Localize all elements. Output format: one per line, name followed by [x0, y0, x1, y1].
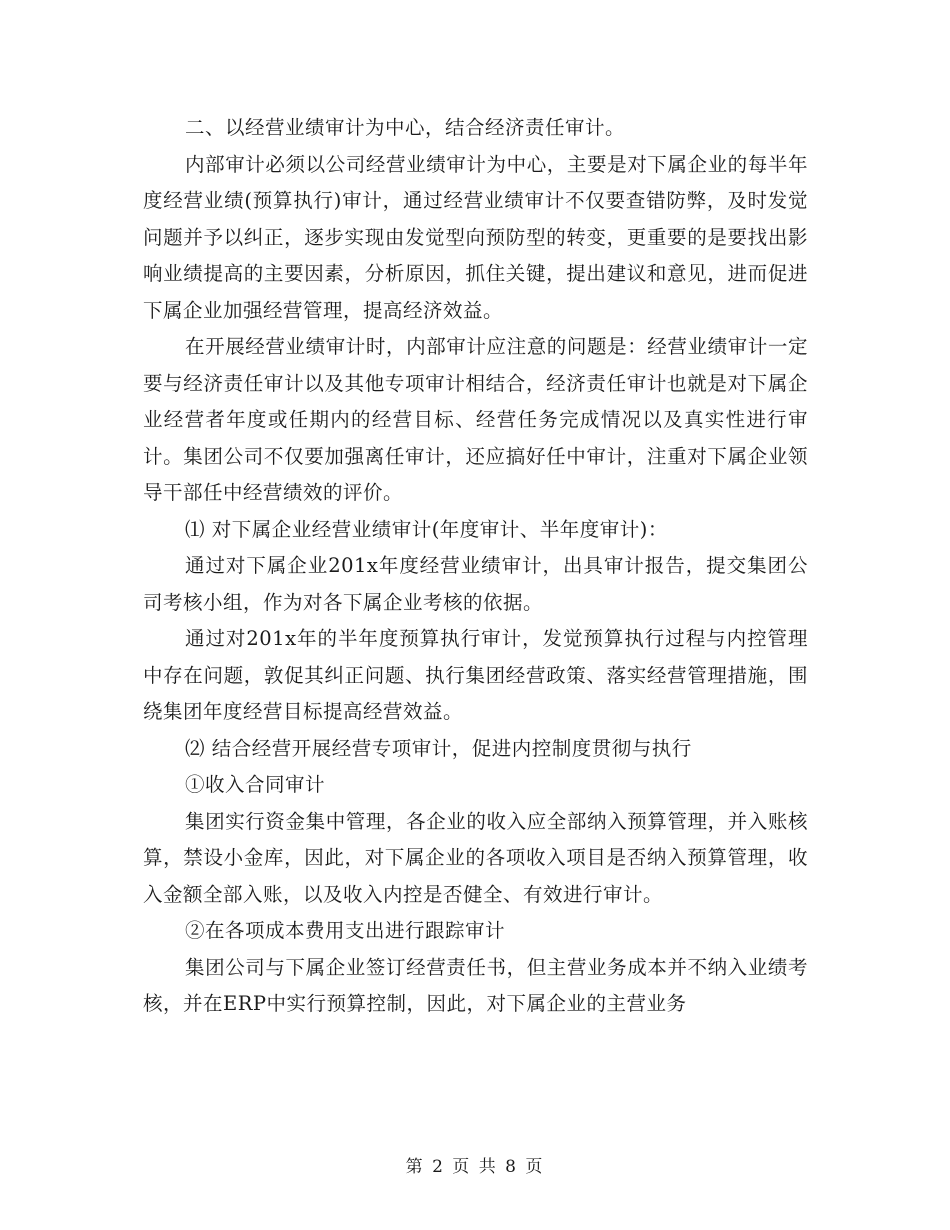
sub-item-heading: ②在各项成本费用支出进行跟踪审计 — [185, 919, 506, 942]
paragraph: 内部审计必须以公司经营业绩审计为中心，主要是对下属企业的每半年度经营业绩(预算执行)审计，通过经营业绩审计不仅要查错防弊，及时发觉问题并予以纠正，逐步实现由发觉型向预防型的转变，更重要的是要找出影响业绩提高的主要因素，分析原因，抓住关键，提出建议和意见，进而促进下属企业加强经营管理，提高经济效益。 — [143, 152, 808, 322]
paragraph: 集团公司与下属企业签订经营责任书，但主营业务成本并不纳入业绩考核，并在ERP中实行预算控制，因此，对下属企业的主营业务 — [143, 955, 808, 1015]
paragraph: 集团实行资金集中管理，各企业的收入应全部纳入预算管理，并入账核算，禁设小金库，因此，对下属企业的各项收入项目是否纳入预算管理，收入金额全部入账，以及收入内控是否健全、有效进行审计。 — [143, 809, 808, 906]
list-item-heading: ⑵ 结合经营开展经营专项审计，促进内控制度贯彻与执行 — [185, 736, 692, 760]
paragraph: 通过对201x年的半年度预算执行审计，发觉预算执行过程与内控管理中存在问题，敦促其纠正问题、执行集团经营政策、落实经营管理措施，围绕集团年度经营目标提高经营效益。 — [143, 627, 808, 723]
paragraph: 在开展经营业绩审计时，内部审计应注意的问题是：经营业绩审计一定要与经济责任审计以及其他专项审计相结合，经济责任审计也就是对下属企业经营者年度或任期内的经营目标、经营任务完成情况以及真实性进行审计。集团公司不仅要加强离任审计，还应搞好任中审计，注重对下属企业领导干部任中经营绩效的评价。 — [143, 335, 808, 504]
section-heading: 二、以经营业绩审计为中心，结合经济责任审计。 — [185, 116, 626, 139]
sub-item-heading: ①收入合同审计 — [185, 773, 326, 796]
list-item-heading: ⑴ 对下属企业经营业绩审计(年度审计、半年度审计)： — [185, 517, 668, 541]
document-body — [143, 110, 808, 1023]
paragraph: 通过对下属企业201x年度经营业绩审计，出具审计报告，提交集团公司考核小组，作为对各下属企业考核的依据。 — [143, 554, 808, 614]
page-number-footer: 第 2 页 共 8 页 — [405, 1157, 545, 1177]
